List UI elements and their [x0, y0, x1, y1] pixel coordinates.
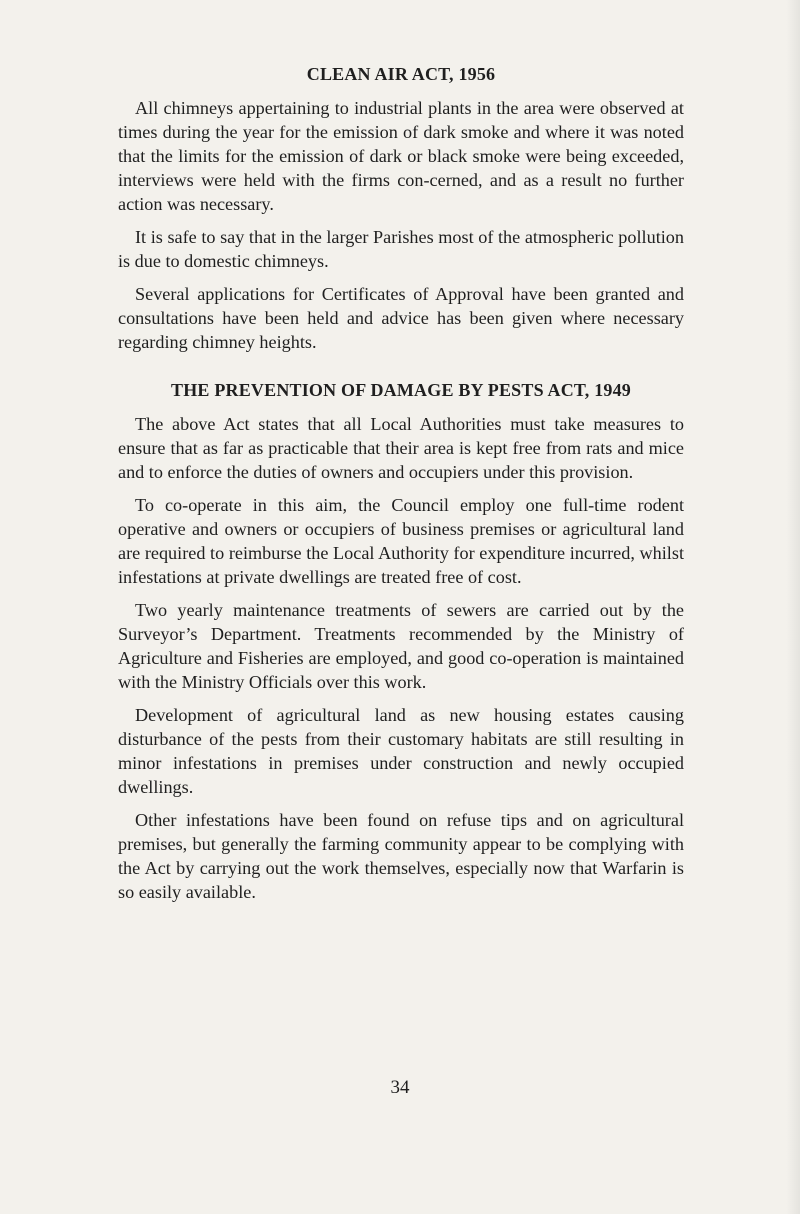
pests-act-section [118, 378, 684, 904]
pests-act-heading: THE PREVENTION OF DAMAGE BY PESTS ACT, 1949 [171, 380, 631, 400]
paragraph-refuse-tips: Other infestations have been found on refuse tips and on agricultural premises, but generally the farming community appear to be complying with the Act by carrying out the work themselves, especially now that Warfarin is so easily available. [118, 810, 684, 902]
paragraph-housing-development: Development of agricultural land as new housing estates causing disturbance of the pests from their customary habitats are still resulting in minor infestations in premises under construction and newly occupied dwellings. [118, 705, 684, 797]
clean-air-act-heading: CLEAN AIR ACT, 1956 [306, 64, 496, 84]
paragraph-domestic-pollution: It is safe to say that in the larger Parishes most of the atmospheric pollution is due to domestic chimneys. [118, 227, 684, 271]
paragraph-certificates-approval: Several applications for Certificates of Approval have been granted and consultations have been held and advice has been given where necessary regarding chimney heights. [118, 284, 684, 352]
paragraph-sewer-treatments: Two yearly maintenance treatments of sewers are carried out by the Surveyor’s Department. Treatments recommended by the Ministry of Agriculture and Fisheries are employed, and good co-operation is maintained with the Ministry Officials over this work. [118, 600, 684, 692]
page-edge-shadow [786, 0, 800, 1214]
paragraph-local-authorities: The above Act states that all Local Authorities must take measures to ensure that as far as practicable that their area is kept free from rats and mice and to enforce the duties of owners and occupiers under this provision. [118, 414, 684, 482]
page-content [118, 62, 684, 913]
paragraph-rodent-operative: To co-operate in this aim, the Council employ one full-time rodent operative and owners or occupiers of business premises or agricultural land are required to reimburse the Local Authority for expenditure incurred, whilst infestations at private dwellings are treated free of cost. [118, 495, 684, 587]
clean-air-act-section [118, 62, 684, 354]
page-number: 34 [390, 1077, 410, 1098]
paragraph-industrial-chimneys: All chimneys appertaining to industrial plants in the area were observed at times during the year for the emission of dark smoke and where it was noted that the limits for the emission of dark or black smoke were being exceeded, interviews were held with the firms con-cerned, and as a result no further action was necessary. [118, 98, 684, 214]
